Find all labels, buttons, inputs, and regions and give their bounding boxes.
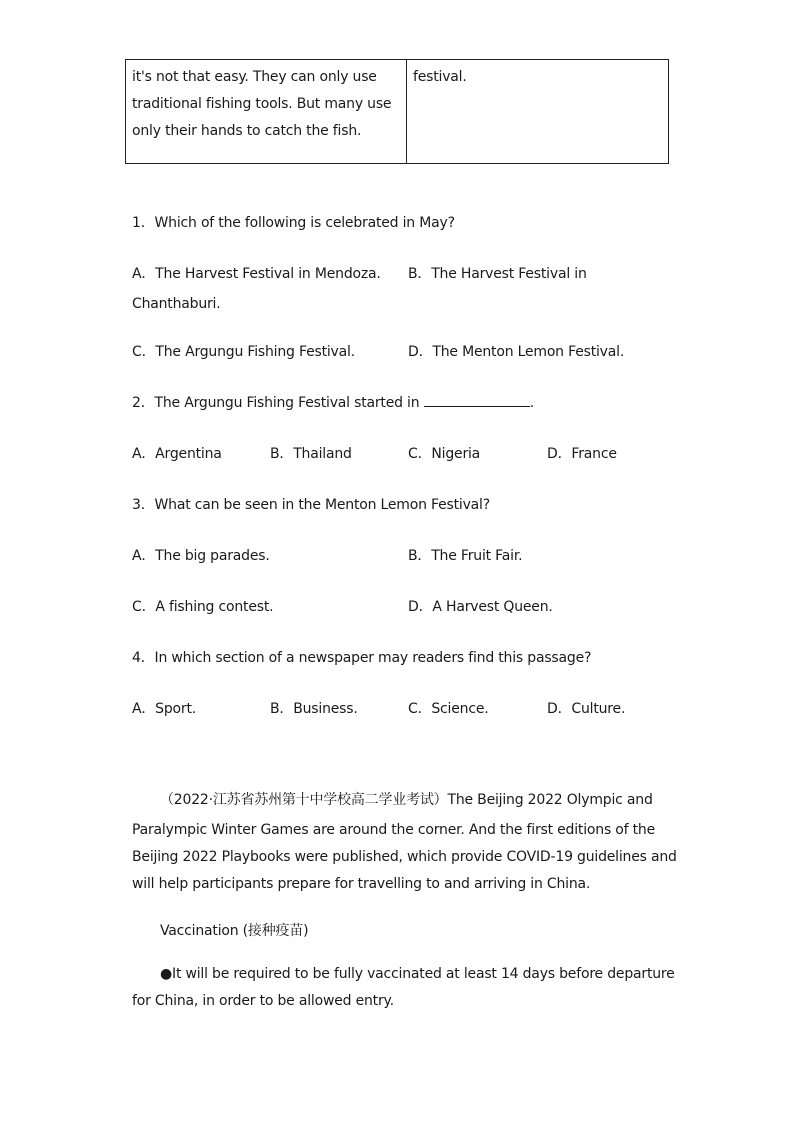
section-heading: Vaccination (接种疫苗): [160, 923, 309, 939]
q4-option-c: C．Science.: [408, 701, 489, 717]
q4-option-a: A．Sport.: [132, 701, 197, 717]
q2-option-a: A．Argentina: [132, 446, 222, 462]
question-stem: Which of the following is celebrated in May?: [154, 215, 455, 231]
question-number: 2．: [132, 395, 155, 411]
question-4: [132, 647, 591, 667]
table-cell-left: it's not that easy. They can only use traditional fishing tools. But many use only their hands to catch the fish.: [126, 60, 407, 164]
q2-option-c: C．Nigeria: [408, 446, 481, 462]
q1-option-a: A．The Harvest Festival in Mendoza.: [132, 266, 381, 282]
passage-intro-line: （2022·江苏省苏州第十中学校高二学业考试）The Beijing 2022 Olympic and: [160, 792, 653, 808]
question-number: 3．: [132, 497, 155, 513]
q2-option-b: B．Thailand: [270, 446, 352, 462]
passage-intro-line: will help participants prepare for travelling to and arriving in China.: [132, 876, 591, 892]
question-2: [132, 392, 534, 412]
q3-option-c: C．A fishing contest.: [132, 599, 274, 615]
question-stem: In which section of a newspaper may readers find this passage?: [154, 650, 592, 666]
q4-option-d: D．Culture.: [547, 701, 626, 717]
question-1: [132, 212, 455, 232]
bullet-line-continued: for China, in order to be allowed entry.: [132, 993, 394, 1009]
answer-blank: [424, 392, 530, 407]
question-stem: What can be seen in the Menton Lemon Festival?: [154, 497, 490, 513]
q1-option-d: D．The Menton Lemon Festival.: [408, 344, 625, 360]
passage-table: [125, 59, 669, 164]
q1-option-c: C．The Argungu Fishing Festival.: [132, 344, 355, 360]
q2-option-d: D．France: [547, 446, 617, 462]
question-stem-end: .: [529, 395, 534, 411]
passage-intro-line: Beijing 2022 Playbooks were published, which provide COVID-19 guidelines and: [132, 849, 677, 865]
q1-option-b: B．The Harvest Festival in: [408, 266, 587, 282]
q3-option-d: D．A Harvest Queen.: [408, 599, 553, 615]
passage-intro-line: Paralympic Winter Games are around the corner. And the first editions of the: [132, 822, 656, 838]
q4-option-b: B．Business.: [270, 701, 358, 717]
q1-option-b-continued: Chanthaburi.: [132, 296, 221, 312]
question-number: 1．: [132, 215, 155, 231]
table-cell-right: festival.: [407, 60, 669, 164]
question-3: [132, 494, 490, 514]
question-stem: The Argungu Fishing Festival started in: [154, 395, 420, 411]
table-row: [126, 60, 669, 164]
q3-option-a: A．The big parades.: [132, 548, 270, 564]
q3-option-b: B．The Fruit Fair.: [408, 548, 523, 564]
bullet-line: ●It will be required to be fully vaccinated at least 14 days before departure: [160, 966, 675, 982]
question-number: 4．: [132, 650, 155, 666]
